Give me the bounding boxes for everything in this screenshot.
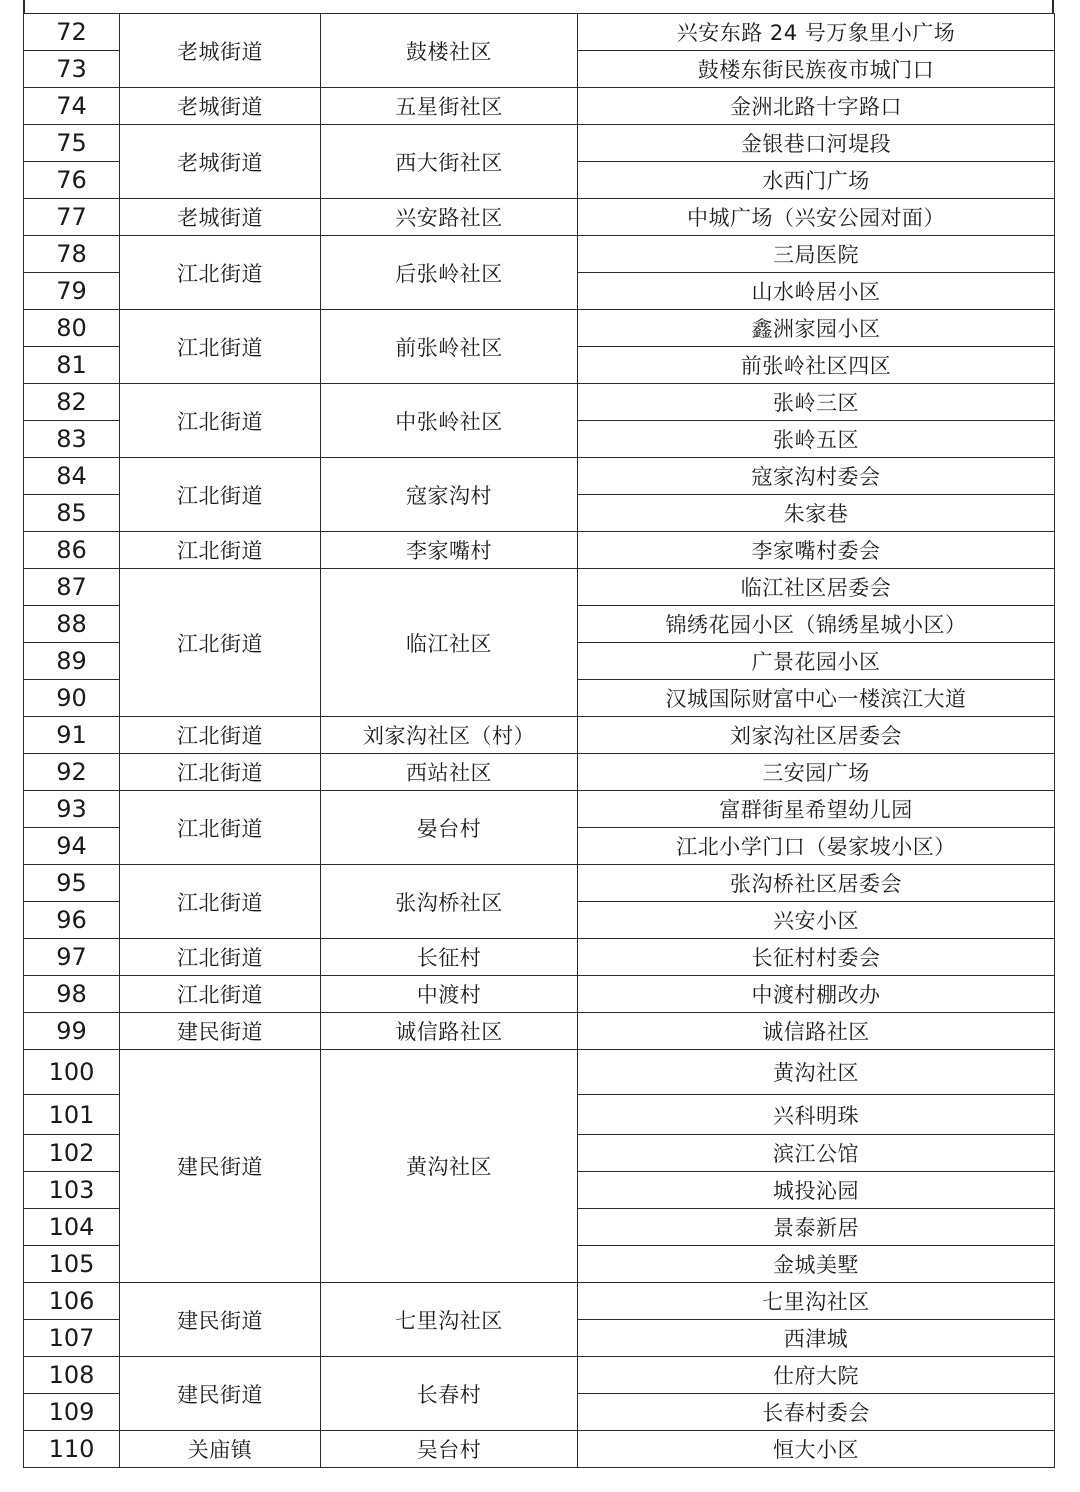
street-cell: 老城街道 — [120, 14, 321, 88]
street-cell: 关庙镇 — [120, 1431, 321, 1468]
site-cell: 汉城国际财富中心一楼滨江大道 — [578, 680, 1055, 717]
community-cell: 刘家沟社区（村） — [321, 717, 578, 754]
street-cell: 江北街道 — [120, 384, 321, 458]
row-number: 88 — [24, 606, 120, 643]
community-cell: 七里沟社区 — [321, 1283, 578, 1357]
row-number: 95 — [24, 865, 120, 902]
site-cell: 寇家沟村委会 — [578, 458, 1055, 495]
community-cell: 黄沟社区 — [321, 1050, 578, 1283]
row-number: 82 — [24, 384, 120, 421]
street-cell: 老城街道 — [120, 199, 321, 236]
street-cell: 江北街道 — [120, 310, 321, 384]
table-row — [24, 532, 1055, 569]
site-cell: 金银巷口河堤段 — [578, 125, 1055, 162]
site-cell: 中城广场（兴安公园对面） — [578, 199, 1055, 236]
table-row — [24, 976, 1055, 1013]
row-number: 79 — [24, 273, 120, 310]
street-cell: 江北街道 — [120, 791, 321, 865]
site-cell: 西津城 — [578, 1320, 1055, 1357]
row-number: 104 — [24, 1209, 120, 1246]
street-cell: 江北街道 — [120, 532, 321, 569]
table-row — [24, 1050, 1055, 1095]
site-cell: 张沟桥社区居委会 — [578, 865, 1055, 902]
row-number: 109 — [24, 1394, 120, 1431]
row-number: 80 — [24, 310, 120, 347]
table-row — [24, 569, 1055, 606]
community-cell: 寇家沟村 — [321, 458, 578, 532]
row-number: 81 — [24, 347, 120, 384]
row-number: 84 — [24, 458, 120, 495]
street-cell: 江北街道 — [120, 458, 321, 532]
row-number: 77 — [24, 199, 120, 236]
table-row — [24, 310, 1055, 347]
row-number: 78 — [24, 236, 120, 273]
site-cell: 城投沁园 — [578, 1172, 1055, 1209]
community-cell: 诚信路社区 — [321, 1013, 578, 1050]
community-cell: 张沟桥社区 — [321, 865, 578, 939]
site-cell: 恒大小区 — [578, 1431, 1055, 1468]
street-cell: 江北街道 — [120, 569, 321, 717]
row-number: 103 — [24, 1172, 120, 1209]
site-cell: 金洲北路十字路口 — [578, 88, 1055, 125]
row-number: 99 — [24, 1013, 120, 1050]
site-cell: 中渡村棚改办 — [578, 976, 1055, 1013]
table-row — [24, 88, 1055, 125]
site-table-body — [24, 14, 1055, 1468]
community-cell: 长春村 — [321, 1357, 578, 1431]
table-row — [24, 1283, 1055, 1320]
community-cell: 晏台村 — [321, 791, 578, 865]
table-row — [24, 1431, 1055, 1468]
site-cell: 长征村村委会 — [578, 939, 1055, 976]
community-cell: 后张岭社区 — [321, 236, 578, 310]
row-number: 96 — [24, 902, 120, 939]
site-cell: 兴安小区 — [578, 902, 1055, 939]
street-cell: 老城街道 — [120, 125, 321, 199]
site-cell: 山水岭居小区 — [578, 273, 1055, 310]
row-number: 100 — [24, 1050, 120, 1095]
row-number: 94 — [24, 828, 120, 865]
row-number: 102 — [24, 1135, 120, 1172]
community-cell: 兴安路社区 — [321, 199, 578, 236]
row-number: 73 — [24, 51, 120, 88]
site-cell: 富群街星希望幼儿园 — [578, 791, 1055, 828]
row-number: 110 — [24, 1431, 120, 1468]
site-cell: 广景花园小区 — [578, 643, 1055, 680]
site-cell: 李家嘴村委会 — [578, 532, 1055, 569]
row-number: 101 — [24, 1095, 120, 1135]
site-cell: 兴科明珠 — [578, 1095, 1055, 1135]
street-cell: 老城街道 — [120, 88, 321, 125]
street-cell: 江北街道 — [120, 754, 321, 791]
table-edge-right — [1052, 0, 1054, 14]
street-cell: 江北街道 — [120, 939, 321, 976]
table-row — [24, 939, 1055, 976]
site-cell: 张岭三区 — [578, 384, 1055, 421]
site-cell: 临江社区居委会 — [578, 569, 1055, 606]
site-cell: 滨江公馆 — [578, 1135, 1055, 1172]
community-cell: 中张岭社区 — [321, 384, 578, 458]
row-number: 86 — [24, 532, 120, 569]
site-cell: 景泰新居 — [578, 1209, 1055, 1246]
site-cell: 水西门广场 — [578, 162, 1055, 199]
community-cell: 西站社区 — [321, 754, 578, 791]
site-cell: 长春村委会 — [578, 1394, 1055, 1431]
row-number: 92 — [24, 754, 120, 791]
street-cell: 建民街道 — [120, 1357, 321, 1431]
site-cell: 鼓楼东街民族夜市城门口 — [578, 51, 1055, 88]
row-number: 87 — [24, 569, 120, 606]
site-cell: 三局医院 — [578, 236, 1055, 273]
table-row — [24, 1013, 1055, 1050]
table-row — [24, 717, 1055, 754]
site-cell: 兴安东路 24 号万象里小广场 — [578, 14, 1055, 51]
row-number: 74 — [24, 88, 120, 125]
site-cell: 刘家沟社区居委会 — [578, 717, 1055, 754]
table-row — [24, 199, 1055, 236]
row-number: 90 — [24, 680, 120, 717]
row-number: 93 — [24, 791, 120, 828]
table-row — [24, 458, 1055, 495]
site-cell: 鑫洲家园小区 — [578, 310, 1055, 347]
community-cell: 中渡村 — [321, 976, 578, 1013]
row-number: 91 — [24, 717, 120, 754]
site-cell: 黄沟社区 — [578, 1050, 1055, 1095]
site-cell: 金城美墅 — [578, 1246, 1055, 1283]
row-number: 97 — [24, 939, 120, 976]
street-cell: 江北街道 — [120, 865, 321, 939]
street-cell: 建民街道 — [120, 1283, 321, 1357]
site-cell: 锦绣花园小区（锦绣星城小区） — [578, 606, 1055, 643]
table-row — [24, 14, 1055, 51]
row-number: 85 — [24, 495, 120, 532]
site-cell: 七里沟社区 — [578, 1283, 1055, 1320]
row-number: 98 — [24, 976, 120, 1013]
street-cell: 建民街道 — [120, 1013, 321, 1050]
street-cell: 建民街道 — [120, 1050, 321, 1283]
street-cell: 江北街道 — [120, 236, 321, 310]
community-cell: 鼓楼社区 — [321, 14, 578, 88]
row-number: 72 — [24, 14, 120, 51]
site-cell: 前张岭社区四区 — [578, 347, 1055, 384]
row-number: 108 — [24, 1357, 120, 1394]
site-cell: 三安园广场 — [578, 754, 1055, 791]
table-row — [24, 384, 1055, 421]
table-row — [24, 791, 1055, 828]
row-number: 105 — [24, 1246, 120, 1283]
row-number: 83 — [24, 421, 120, 458]
community-cell: 前张岭社区 — [321, 310, 578, 384]
community-cell: 李家嘴村 — [321, 532, 578, 569]
site-cell: 张岭五区 — [578, 421, 1055, 458]
community-cell: 五星街社区 — [321, 88, 578, 125]
community-cell: 长征村 — [321, 939, 578, 976]
site-cell: 诚信路社区 — [578, 1013, 1055, 1050]
table-row — [24, 865, 1055, 902]
row-number: 107 — [24, 1320, 120, 1357]
community-cell: 西大街社区 — [321, 125, 578, 199]
site-table — [23, 13, 1055, 1468]
table-row — [24, 236, 1055, 273]
community-cell: 临江社区 — [321, 569, 578, 717]
table-row — [24, 1357, 1055, 1394]
row-number: 89 — [24, 643, 120, 680]
table-row — [24, 125, 1055, 162]
row-number: 75 — [24, 125, 120, 162]
table-row — [24, 754, 1055, 791]
row-number: 106 — [24, 1283, 120, 1320]
table-edge-left — [23, 0, 25, 14]
street-cell: 江北街道 — [120, 717, 321, 754]
site-cell: 江北小学门口（晏家坡小区） — [578, 828, 1055, 865]
community-cell: 吴台村 — [321, 1431, 578, 1468]
row-number: 76 — [24, 162, 120, 199]
street-cell: 江北街道 — [120, 976, 321, 1013]
site-cell: 仕府大院 — [578, 1357, 1055, 1394]
site-cell: 朱家巷 — [578, 495, 1055, 532]
